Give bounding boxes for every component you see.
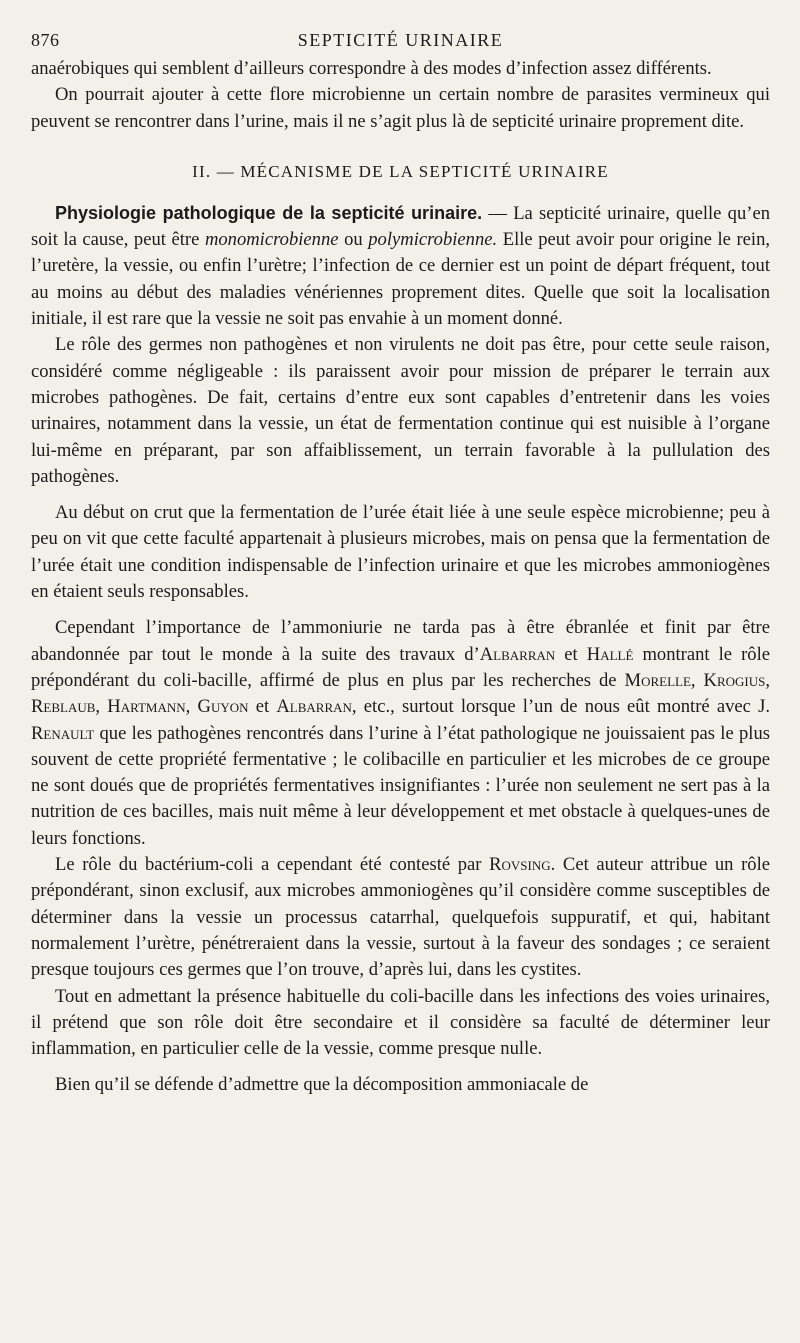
paragraph-continued: anaérobiques qui semblent d’ailleurs correspondre à des modes d’infection assez différents. <box>31 58 712 79</box>
author-name: Hartmann <box>107 696 186 718</box>
paragraph-fermentation: Au début on crut que la fermentation de l’urée était liée à une seule espèce microbienne; peu à peu on vit que cette faculté appartenait à plusieurs microbes, mais on pensa que la fermentation de l’urée était une condition indispensable de l’infection urinaire et que les microbes ammoniogènes en étaient seuls responsables. <box>31 502 770 603</box>
paragraph-decomposition: Bien qu’il se défende d’admettre que la décomposition ammoniacale de <box>55 1074 589 1096</box>
author-name: Albarran <box>479 643 556 665</box>
running-head <box>31 22 770 56</box>
paragraph-germes: Le rôle des germes non pathogènes et non virulents ne doit pas être, pour cette seule raison, considéré comme négligeable : ils paraissent avoir pour mission de préparer le terrain aux microbes pathogènes. De fait, certains d’entre eux sont capables d’entretenir dans les voies urinaires, notamment dans la vessie, un état de fermentation continue qui est nuisible à l’organe lui-même en préparant, par son affaiblissement, un terrain favorable à la pullulation des pathogènes. <box>31 334 770 487</box>
author-name: Albarran <box>276 696 352 718</box>
paragraph-coli-bacille: Tout en admettant la présence habituelle du coli-bacille dans les infections des voies urinaires, il prétend que son rôle doit être secondaire et il considère sa faculté de déterminer leur inflammation, en particulier celle de la vessie, comme presque nulle. <box>31 985 770 1060</box>
paragraph-ammoniurie: Cependant l’importance de l’ammoniurie ne tarda pas à être ébranlée et finit par être abandonnée par tout le monde à la suite des travaux d’Albarran et Hallé montrant le rôle prépondérant du coli-bacille, affirmé de plus en plus par les recherches de Morelle, Krogius, Reblaub, Hartmann, Guyon et Albarran, etc., surtout lorsque l’un de nous eût montré avec J. Renault que les pathogènes rencontrés dans l’urine à l’état pathologique ne jouissaient pas le plus souvent de cette propriété fermentative ; le colibacille en particulier et les microbes de ce groupe ne sont doués que de propriétés fermentatives insignifiantes : l’urée non seulement ne sert pas à la nutrition de ces bacilles, mais nuit même à leur développement et met obstacle à quelques-unes de leurs fonctions. <box>31 617 771 849</box>
paragraph-rovsing: Le rôle du bactérium-coli a cependant été contesté par Rovsing. Cet auteur attribue un rôle prépondérant, sinon exclusif, aux microbes ammoniogènes qu’il considère comme susceptibles de déterminer dans la vessie un processus catarrhal, quelquefois suppuratif, et qui, habitant normalement l’urètre, pénétreraient dans la vessie, surtout à la faveur des sondages ; ce seraient presque toujours ces germes que l’on trouve, d’après lui, dans les cystites. <box>31 854 770 981</box>
author-name: Rovsing <box>489 854 551 876</box>
page-number: 876 <box>31 30 60 50</box>
author-name: Morelle <box>624 669 691 691</box>
section-heading: II. — MÉCANISME DE LA SEPTICITÉ URINAIRE <box>192 161 609 181</box>
paragraph-physiologie: Physiologie pathologique de la septicité urinaire. — La septicité urinaire, quelle qu’en soit la cause, peut être monomicrobienne ou polymicrobienne. Elle peut avoir pour origine le rein, l’uretère, la vessie, ou enfin l’urètre; l’infection de ce dernier est un point de départ fréquent, tout au moins au début des maladies vénériennes proprement dites. Quelle que soit la localisation initiale, il est rare que la vessie ne soit pas envahie à un moment donné. <box>31 202 771 330</box>
run-in-heading: Physiologie pathologique de la septicité urinaire. <box>55 202 483 223</box>
author-name: Renault <box>31 722 95 744</box>
emphasis-term: polymicrobienne. <box>368 229 498 251</box>
paragraph-parasites: On pourrait ajouter à cette flore microbienne un certain nombre de parasites vermineux qui peuvent se rencontrer dans l’urine, mais il ne s’agit plus là de septicité urinaire proprement dite. <box>31 84 770 132</box>
author-name: Guyon <box>197 696 249 718</box>
emphasis-term: monomicrobienne <box>204 229 339 251</box>
author-name: Hallé <box>586 643 634 665</box>
author-name: Reblaub <box>31 696 96 718</box>
running-title: SEPTICITÉ URINAIRE <box>297 30 504 50</box>
author-name: Krogius <box>703 669 766 691</box>
